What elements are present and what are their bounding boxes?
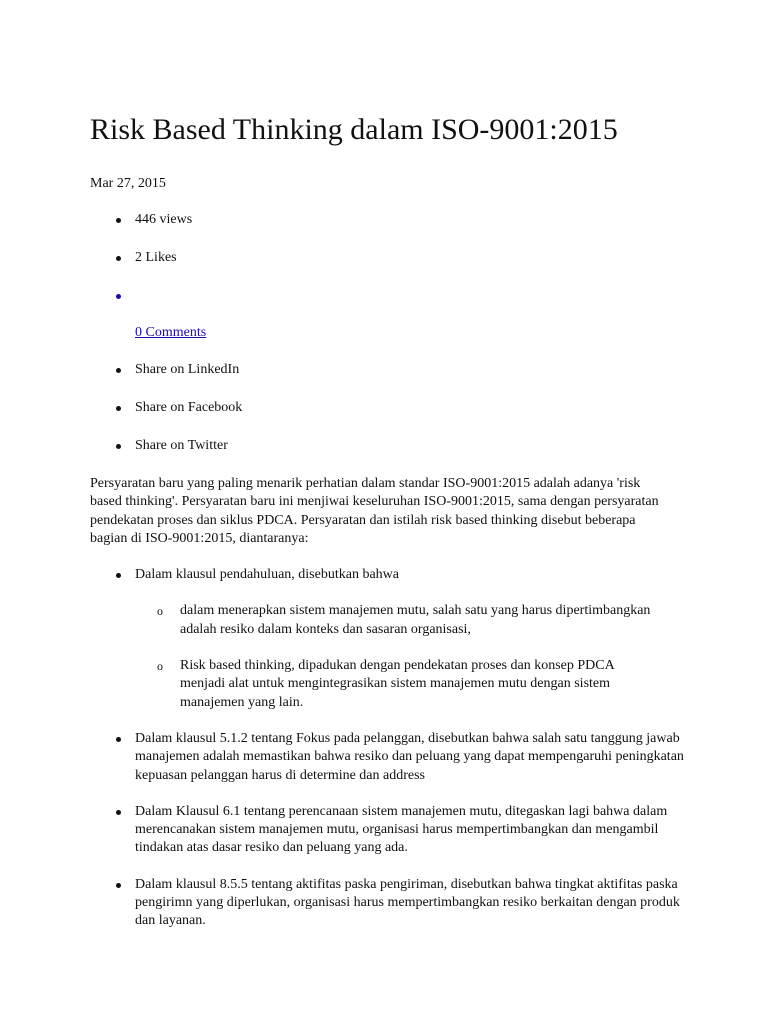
- comments-item: [90, 287, 678, 342]
- bullet-icon: [116, 444, 121, 449]
- sub-point-item: [135, 602, 660, 639]
- article-title: Risk Based Thinking dalam ISO-9001:2015: [90, 113, 618, 146]
- point-item: [90, 876, 685, 931]
- bullet-icon: [116, 368, 121, 373]
- key-points-list: [90, 566, 684, 930]
- circle-bullet-icon: o: [157, 659, 163, 674]
- point-item: [90, 730, 685, 785]
- sub-point-text: dalam menerapkan sistem manajemen mutu, salah satu yang harus dipertimbangkan adalah resiko dalam konteks dan sasaran organisasi,: [180, 603, 651, 637]
- article-meta-list: [90, 211, 678, 455]
- bullet-icon: [116, 737, 121, 742]
- share-twitter-link[interactable]: Share on Twitter: [135, 438, 228, 453]
- share-linkedin-item[interactable]: [90, 361, 678, 379]
- sub-point-item: [135, 657, 660, 712]
- article-date: Mar 27, 2015: [90, 176, 166, 191]
- share-facebook-item[interactable]: [90, 399, 678, 417]
- sub-point-text: Risk based thinking, dipadukan dengan pendekatan proses dan konsep PDCA menjadi alat untuk mengintegrasikan sistem manajemen mutu dengan sistem manajemen yang lain.: [180, 658, 614, 710]
- share-linkedin-link[interactable]: Share on LinkedIn: [135, 362, 240, 377]
- views-count: 446 views: [135, 212, 193, 227]
- bullet-icon: [116, 406, 121, 411]
- likes-item: [90, 249, 678, 267]
- share-facebook-link[interactable]: Share on Facebook: [135, 400, 243, 415]
- point-text: Dalam klausul 8.5.5 tentang aktifitas paska pengiriman, disebutkan bahwa tingkat aktifitas paska pengirimn yang diperlukan, organisasi harus mempertimbangkan resiko berkaitan dengan produk dan layanan.: [135, 876, 680, 929]
- bullet-icon: [116, 883, 121, 888]
- bullet-icon: [116, 256, 121, 261]
- bullet-icon: [116, 810, 121, 815]
- circle-bullet-icon: o: [157, 604, 163, 619]
- comments-link[interactable]: 0 Comments: [135, 325, 207, 340]
- point-text: Dalam klausul pendahuluan, disebutkan bahwa: [135, 567, 399, 583]
- likes-count: 2 Likes: [135, 250, 177, 265]
- point-item: [90, 566, 685, 712]
- point-item: [90, 803, 685, 858]
- bullet-icon: [116, 294, 121, 299]
- point-text: Dalam klausul 5.1.2 tentang Fokus pada pelanggan, disebutkan bahwa salah satu tanggung jawab manajemen adalah memastikan bahwa resiko dan peluang yang dapat mempengaruhi peningkatan kepuasan pelanggan harus di determine dan address: [135, 730, 684, 783]
- share-twitter-item[interactable]: [90, 437, 678, 455]
- point-text: Dalam Klausul 6.1 tentang perencanaan sistem manajemen mutu, ditegaskan lagi bahwa dalam merencanakan sistem manajemen mutu, organisasi harus mempertimbangkan dan mengambil tindakan atas dasar resiko dan peluang yang ada.: [135, 803, 668, 856]
- bullet-icon: [116, 573, 121, 578]
- views-item: [90, 211, 678, 229]
- article-intro: Persyaratan baru yang paling menarik perhatian dalam standar ISO-9001:2015 adalah adanya 'risk based thinking'. Persyaratan baru ini menjiwai keseluruhan ISO-9001:2015, sama dengan persyaratan pendekatan proses dan siklus PDCA. Persyaratan dan istilah risk based thinking disebut beberapa bagian di ISO-9001:2015, diantaranya:: [90, 476, 659, 546]
- bullet-icon: [116, 218, 121, 223]
- sub-points-list: [135, 602, 685, 711]
